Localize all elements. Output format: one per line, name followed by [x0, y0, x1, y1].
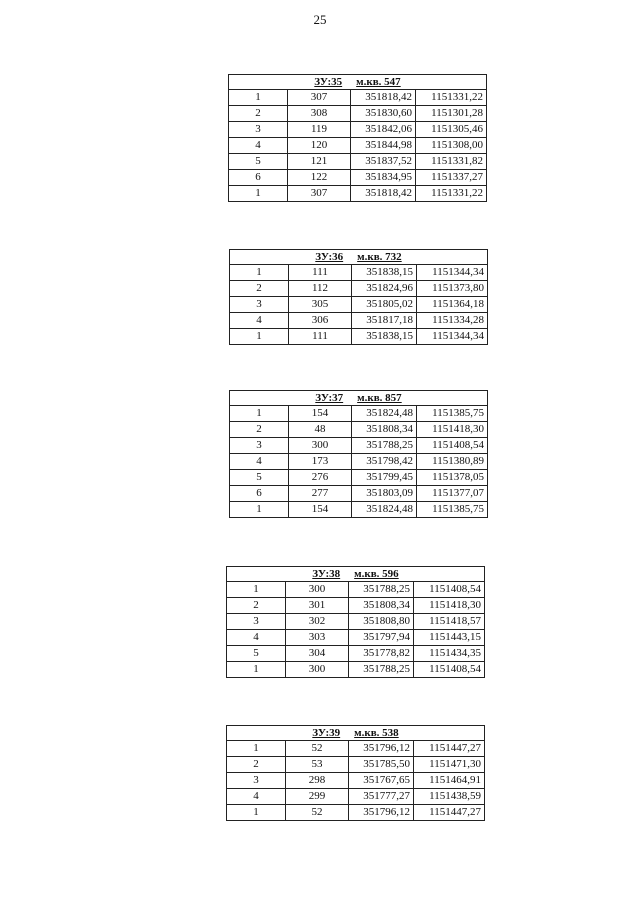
coord-y: 1151447,27 [414, 805, 485, 821]
point-index: 1 [230, 406, 289, 422]
coord-y: 1151305,46 [416, 122, 487, 138]
coord-x: 351805,02 [352, 297, 417, 313]
point-index: 1 [227, 805, 286, 821]
coord-x: 351777,27 [349, 789, 414, 805]
point-index: 3 [230, 297, 289, 313]
point-index: 5 [230, 470, 289, 486]
point-number: 300 [286, 582, 349, 598]
plot-area: м.кв. 857 [357, 391, 402, 404]
table-header [230, 250, 488, 265]
coord-y: 1151373,80 [417, 281, 488, 297]
coord-x: 351844,98 [351, 138, 416, 154]
coord-x: 351834,95 [351, 170, 416, 186]
point-number: 53 [286, 757, 349, 773]
table-row [230, 313, 488, 329]
coord-x: 351817,18 [352, 313, 417, 329]
coord-y: 1151438,59 [414, 789, 485, 805]
plot-id: ЗУ:36 [315, 250, 344, 263]
point-index: 3 [227, 773, 286, 789]
point-number: 300 [286, 662, 349, 678]
plot-id: ЗУ:35 [314, 75, 343, 88]
coord-y: 1151308,00 [416, 138, 487, 154]
point-index: 3 [230, 438, 289, 454]
table-header-row [229, 75, 487, 90]
coord-x: 351799,45 [352, 470, 417, 486]
table-row [227, 805, 485, 821]
table-row [229, 170, 487, 186]
point-index: 6 [229, 170, 288, 186]
coord-y: 1151331,22 [416, 90, 487, 106]
point-number: 308 [288, 106, 351, 122]
coord-y: 1151418,30 [417, 422, 488, 438]
table-header-row [227, 726, 485, 741]
coord-y: 1151331,82 [416, 154, 487, 170]
coord-y: 1151380,89 [417, 454, 488, 470]
point-number: 154 [289, 502, 352, 518]
point-number: 112 [289, 281, 352, 297]
point-index: 5 [227, 646, 286, 662]
table-row [227, 773, 485, 789]
point-index: 4 [227, 789, 286, 805]
table-header [229, 75, 487, 90]
point-index: 1 [227, 741, 286, 757]
point-number: 276 [289, 470, 352, 486]
point-number: 277 [289, 486, 352, 502]
coord-x: 351788,25 [349, 662, 414, 678]
coord-x: 351788,25 [349, 582, 414, 598]
point-number: 52 [286, 741, 349, 757]
coord-y: 1151385,75 [417, 502, 488, 518]
point-index: 1 [227, 582, 286, 598]
table-row [229, 138, 487, 154]
table-header-row [230, 250, 488, 265]
point-number: 120 [288, 138, 351, 154]
point-index: 4 [227, 630, 286, 646]
point-index: 4 [229, 138, 288, 154]
table-row [230, 470, 488, 486]
point-index: 1 [230, 265, 289, 281]
table-header [230, 391, 488, 406]
table-row [230, 502, 488, 518]
coord-x: 351837,52 [351, 154, 416, 170]
point-number: 299 [286, 789, 349, 805]
coord-x: 351797,94 [349, 630, 414, 646]
plot-area: м.кв. 732 [357, 250, 402, 263]
point-number: 300 [289, 438, 352, 454]
coordinate-table-zu39 [226, 725, 485, 821]
point-number: 302 [286, 614, 349, 630]
coord-x: 351778,82 [349, 646, 414, 662]
table-row [229, 186, 487, 202]
coord-y: 1151408,54 [417, 438, 488, 454]
coord-x: 351788,25 [352, 438, 417, 454]
point-index: 2 [227, 757, 286, 773]
table-row [230, 486, 488, 502]
plot-area: м.кв. 596 [354, 567, 399, 580]
table-row [230, 422, 488, 438]
point-index: 4 [230, 454, 289, 470]
point-number: 48 [289, 422, 352, 438]
table-row [230, 329, 488, 345]
point-index: 2 [229, 106, 288, 122]
plot-id: ЗУ:39 [312, 726, 341, 739]
coord-y: 1151377,07 [417, 486, 488, 502]
point-number: 119 [288, 122, 351, 138]
coord-x: 351824,48 [352, 406, 417, 422]
table-row [230, 297, 488, 313]
point-index: 3 [229, 122, 288, 138]
coord-x: 351824,96 [352, 281, 417, 297]
table-header [227, 567, 485, 582]
point-number: 52 [286, 805, 349, 821]
coord-x: 351796,12 [349, 741, 414, 757]
coord-y: 1151364,18 [417, 297, 488, 313]
point-number: 307 [288, 90, 351, 106]
point-index: 6 [230, 486, 289, 502]
table-row [229, 90, 487, 106]
coord-x: 351798,42 [352, 454, 417, 470]
coord-y: 1151471,30 [414, 757, 485, 773]
point-index: 2 [227, 598, 286, 614]
table-row [227, 662, 485, 678]
coord-y: 1151434,35 [414, 646, 485, 662]
coord-y: 1151378,05 [417, 470, 488, 486]
table-header-row [227, 567, 485, 582]
point-number: 121 [288, 154, 351, 170]
coord-x: 351808,80 [349, 614, 414, 630]
coord-y: 1151334,28 [417, 313, 488, 329]
coord-x: 351830,60 [351, 106, 416, 122]
page-number: 25 [313, 12, 327, 27]
coord-y: 1151344,34 [417, 265, 488, 281]
coordinate-table-zu37 [229, 390, 488, 518]
coord-y: 1151408,54 [414, 582, 485, 598]
coord-x: 351842,06 [351, 122, 416, 138]
point-number: 111 [289, 329, 352, 345]
table-row [229, 154, 487, 170]
table-row [230, 281, 488, 297]
point-number: 307 [288, 186, 351, 202]
plot-id: ЗУ:37 [315, 391, 344, 404]
coord-y: 1151418,30 [414, 598, 485, 614]
coord-y: 1151337,27 [416, 170, 487, 186]
coord-y: 1151385,75 [417, 406, 488, 422]
coord-x: 351838,15 [352, 265, 417, 281]
table-row [227, 582, 485, 598]
table-row [230, 406, 488, 422]
table-row [230, 265, 488, 281]
point-number: 298 [286, 773, 349, 789]
table-row [227, 598, 485, 614]
table-row [230, 454, 488, 470]
table-row [227, 741, 485, 757]
plot-area: м.кв. 538 [354, 726, 399, 739]
coordinate-table-zu35 [228, 74, 487, 202]
point-index: 2 [230, 281, 289, 297]
point-number: 173 [289, 454, 352, 470]
table-row [227, 614, 485, 630]
coord-x: 351767,65 [349, 773, 414, 789]
coord-x: 351838,15 [352, 329, 417, 345]
coord-y: 1151344,34 [417, 329, 488, 345]
coord-y: 1151331,22 [416, 186, 487, 202]
coord-x: 351808,34 [352, 422, 417, 438]
coord-y: 1151301,28 [416, 106, 487, 122]
point-index: 1 [227, 662, 286, 678]
coord-x: 351803,09 [352, 486, 417, 502]
point-number: 154 [289, 406, 352, 422]
coord-y: 1151464,91 [414, 773, 485, 789]
plot-area: м.кв. 547 [356, 75, 401, 88]
point-number: 306 [289, 313, 352, 329]
coord-x: 351785,50 [349, 757, 414, 773]
point-number: 304 [286, 646, 349, 662]
point-index: 3 [227, 614, 286, 630]
table-row [227, 630, 485, 646]
coord-x: 351818,42 [351, 186, 416, 202]
point-index: 1 [230, 329, 289, 345]
point-number: 111 [289, 265, 352, 281]
coord-x: 351808,34 [349, 598, 414, 614]
point-number: 305 [289, 297, 352, 313]
table-row [227, 646, 485, 662]
table-header-row [230, 391, 488, 406]
point-number: 303 [286, 630, 349, 646]
coordinate-table-zu38 [226, 566, 485, 678]
table-row [229, 106, 487, 122]
coord-y: 1151447,27 [414, 741, 485, 757]
table-row [230, 438, 488, 454]
point-index: 1 [229, 90, 288, 106]
point-index: 2 [230, 422, 289, 438]
point-number: 301 [286, 598, 349, 614]
coordinate-table-zu36 [229, 249, 488, 345]
table-row [227, 789, 485, 805]
table-row [227, 757, 485, 773]
point-index: 5 [229, 154, 288, 170]
point-number: 122 [288, 170, 351, 186]
point-index: 1 [229, 186, 288, 202]
coord-x: 351796,12 [349, 805, 414, 821]
point-index: 1 [230, 502, 289, 518]
coord-y: 1151408,54 [414, 662, 485, 678]
coord-y: 1151418,57 [414, 614, 485, 630]
table-header [227, 726, 485, 741]
coord-y: 1151443,15 [414, 630, 485, 646]
point-index: 4 [230, 313, 289, 329]
coord-x: 351818,42 [351, 90, 416, 106]
coord-x: 351824,48 [352, 502, 417, 518]
plot-id: ЗУ:38 [312, 567, 341, 580]
table-row [229, 122, 487, 138]
